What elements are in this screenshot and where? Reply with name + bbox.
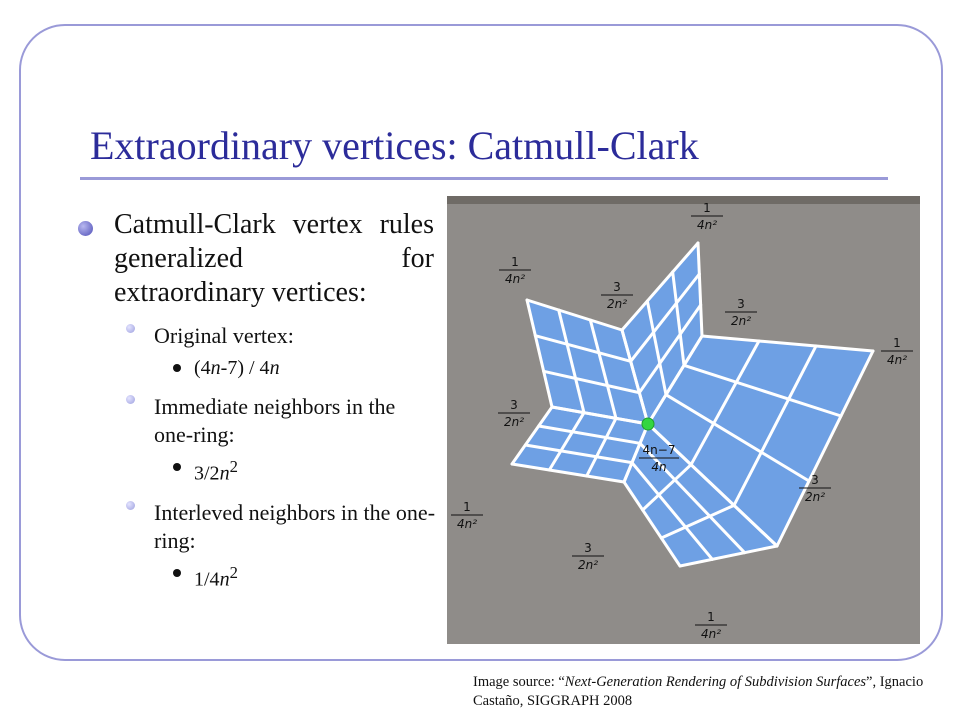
- weight-bullet-dot-icon: [173, 569, 181, 577]
- sub-bullet-original-vertex: [154, 322, 436, 350]
- fraction-numerator: 1: [463, 500, 471, 514]
- figure-top-shadow: [447, 196, 920, 204]
- extraordinary-vertex: [642, 418, 654, 430]
- fraction-numerator: 3: [613, 280, 621, 294]
- fraction-denominator: 4n: [651, 460, 667, 474]
- fraction-denominator: 4n²: [700, 627, 722, 641]
- weight-value: $3/2n^2$: [194, 457, 238, 485]
- image-source-caption: [473, 673, 943, 711]
- source-prefix: Image source: “: [473, 674, 565, 690]
- source-title: Next-Generation Rendering of Subdivision Surfaces: [564, 674, 867, 690]
- source-suffix: ”, Ignacio Castaño, SIGGRAPH 2008: [473, 674, 924, 709]
- fraction-numerator: 3: [510, 398, 518, 412]
- fraction-denominator: 2n²: [804, 490, 826, 504]
- sub-bullet-immediate-neighbors: [154, 393, 436, 449]
- fraction-denominator: 2n²: [606, 297, 628, 311]
- weight-bullet-immediate: [194, 454, 434, 487]
- fraction-denominator: 2n²: [730, 314, 752, 328]
- fraction-numerator: 1: [707, 610, 715, 624]
- fraction-denominator: 4n²: [886, 353, 908, 367]
- fraction-numerator: 4n−7: [642, 443, 676, 457]
- weight-value: (4n-7) / 4n: [194, 357, 280, 379]
- sub-bullet-dot-icon: [126, 324, 135, 333]
- title-underline: [80, 177, 888, 180]
- fraction-denominator: 2n²: [503, 415, 525, 429]
- fraction-numerator: 3: [811, 473, 819, 487]
- fraction-numerator: 1: [703, 201, 711, 215]
- sub-bullet-label: Interleved neighbors in the one-ring:: [154, 499, 436, 553]
- fraction-denominator: 4n²: [456, 517, 478, 531]
- weight-bullet-dot-icon: [173, 463, 181, 471]
- sub-bullet-dot-icon: [126, 501, 135, 510]
- sub-bullet-interleaved-neighbors: [154, 499, 436, 555]
- main-bullet-text: Catmull-Clark vertex rules generalized for extraordinary vertices:: [114, 209, 434, 308]
- weight-bullet-interleaved: [194, 560, 434, 593]
- weight-value: $1/4n^2$: [194, 562, 238, 591]
- sub-bullet-dot-icon: [126, 395, 135, 404]
- fraction-numerator: 1: [511, 255, 519, 269]
- fraction-numerator: 3: [737, 297, 745, 311]
- bullet-list: [72, 208, 434, 592]
- fraction-denominator: 4n²: [696, 218, 718, 232]
- weight-bullet-dot-icon: [173, 364, 181, 372]
- figure-svg: [447, 196, 920, 644]
- bullet-dot-icon: [78, 221, 93, 236]
- slide-title: Extraordinary vertices: Catmull-Clark: [90, 123, 699, 168]
- fraction-numerator: 1: [893, 336, 901, 350]
- weight-bullet-original: [194, 355, 434, 381]
- fraction-numerator: 3: [584, 541, 592, 555]
- sub-bullet-label: Original vertex:: [154, 323, 294, 348]
- sub-bullet-label: Immediate neighbors in the one-ring:: [154, 394, 396, 447]
- fraction-denominator: 2n²: [577, 558, 599, 572]
- catmull-clark-figure: [447, 196, 920, 644]
- fraction-denominator: 4n²: [504, 272, 526, 286]
- main-bullet: [72, 208, 434, 310]
